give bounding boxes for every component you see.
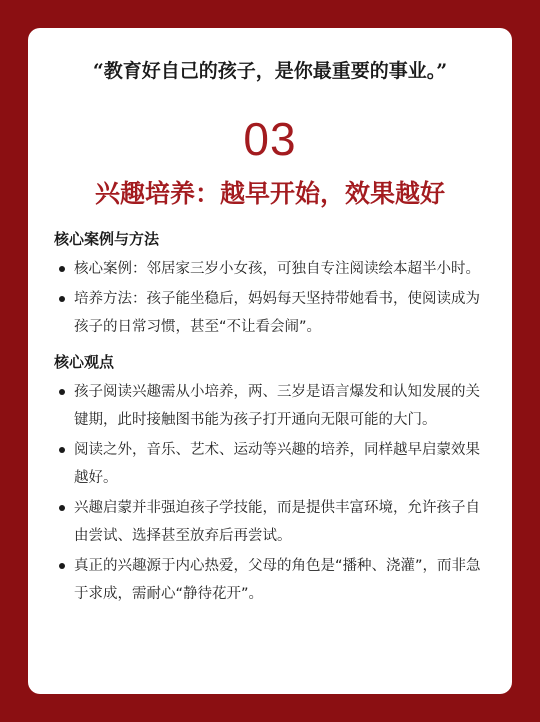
list-item-text: 孩子阅读兴趣需从小培养，两、三岁是语言爆发和认知发展的关键期，此时接触图书能为孩子打开通向无限可能的大门。 — [74, 384, 480, 428]
list-item — [54, 552, 490, 608]
list-item-text: 核心案例：邻居家三岁小女孩，可独自专注阅读绘本超半小时。 — [74, 261, 480, 277]
bullet-icon — [59, 296, 65, 302]
list-item-text: 培养方法：孩子能坐稳后，妈妈每天坚持带她看书，使阅读成为孩子的日常习惯，甚至“不让看会闹”。 — [74, 291, 480, 335]
case-list — [54, 255, 490, 341]
bullet-icon — [59, 266, 65, 272]
list-item-text: 真正的兴趣源于内心热爱，父母的角色是“播种、浇灌”，而非急于求成，需耐心“静待花开”。 — [74, 558, 481, 602]
content-body — [54, 228, 490, 618]
list-item-text: 阅读之外，音乐、艺术、运动等兴趣的培养，同样越早启蒙效果越好。 — [74, 442, 480, 486]
page-title: 兴趣培养：越早开始，效果越好 — [94, 179, 445, 208]
list-item — [54, 255, 490, 283]
section-number: 03 — [243, 113, 297, 165]
list-item — [54, 285, 490, 341]
list-item — [54, 436, 490, 492]
bullet-icon — [59, 447, 65, 453]
list-item — [54, 378, 490, 434]
content-card — [28, 28, 512, 694]
bullet-icon — [59, 505, 65, 511]
section-heading-views: 核心观点 — [54, 353, 115, 371]
quote-text: “教育好自己的孩子，是你最重要的事业。” — [92, 60, 448, 82]
bullet-icon — [59, 389, 65, 395]
section-heading-cases: 核心案例与方法 — [54, 230, 160, 248]
list-item-text: 兴趣启蒙并非强迫孩子学技能，而是提供丰富环境，允许孩子自由尝试、选择甚至放弃后再尝试。 — [74, 500, 480, 544]
bullet-icon — [59, 563, 65, 569]
views-list — [54, 378, 490, 608]
list-item — [54, 494, 490, 550]
